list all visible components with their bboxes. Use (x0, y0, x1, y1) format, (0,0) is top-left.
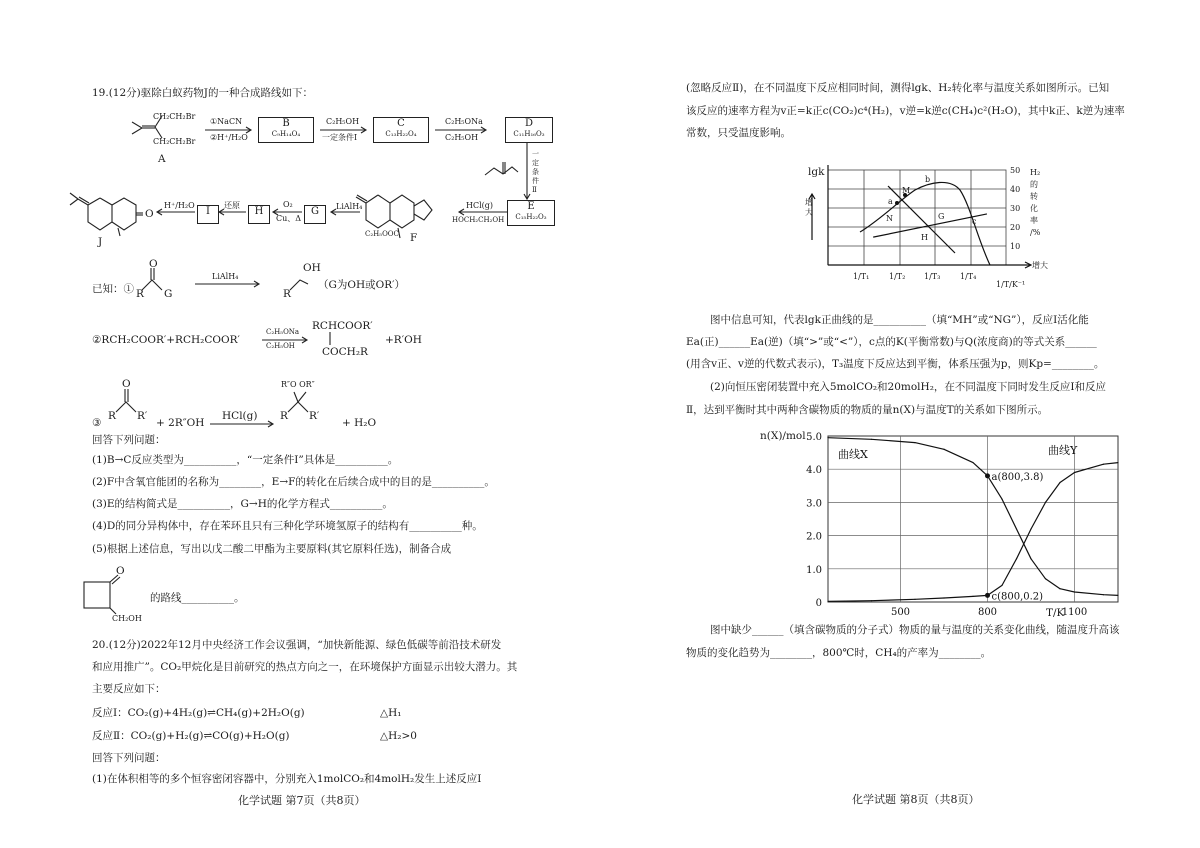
arrow5-bot: HOCH₂CH₂OH (452, 216, 505, 224)
series-point (914, 599, 915, 600)
g1-rt-40: 40 (1010, 185, 1021, 194)
compound-B-box: B C₉H₁₄O₄ (258, 117, 314, 143)
x-tick-label: 500 (890, 607, 911, 618)
series-point (1103, 464, 1104, 465)
g1-yarrow: 增大 (805, 198, 813, 217)
p2: 该反应的速率方程为v正=k正c(CO₂)c⁴(H₂)，v逆=k逆c(CH₄)c²(H₂O)，其中k正、k逆为速率 (686, 105, 1125, 117)
series-point (1074, 591, 1075, 592)
g1-rt-10: 10 (1010, 242, 1021, 251)
arrow3-bot: C₂H₅OH (445, 133, 479, 142)
A-br2: CH₂CH₂Br (153, 137, 196, 146)
arrow7-bot: Cu、Δ (276, 214, 302, 223)
k1-R: R (136, 288, 144, 300)
p9: 图中缺少______（填含碳物质的分子式）物质的量与温度的关系变化曲线，随温度升高该 (710, 624, 1120, 636)
g1-xarrow: 增大 (1032, 261, 1048, 270)
g1-pt-b: b (925, 175, 931, 184)
g1-rtitle-4: 率 (1030, 216, 1038, 225)
q20-line2: 和应用推广”。CO₂甲烷化是目前研究的热点方向之一，在环境保护方面显示出较大潜力。其 (92, 661, 518, 673)
annotation-label: a(800,3.8) (991, 471, 1044, 483)
p8: Ⅱ，达到平衡时其中两种含碳物质的物质的量n(X)与温度T的关系如下图所示。 (686, 404, 1049, 416)
legend-x: 曲线X (838, 448, 868, 461)
q5-tail: 的路线__________。 (150, 592, 245, 604)
q20-line1: 20.(12分)2022年12月中央经济工作会议强调，“加快新能源、绿色低碳等前沿技术研发 (92, 639, 502, 651)
k1-R2: R (283, 288, 291, 300)
g1-rtitle-3: 化 (1030, 204, 1038, 213)
k3-water: + H₂O (342, 417, 377, 429)
q19-title: 19.(12分)驱除白蚁药物J的一种合成路线如下： (92, 87, 313, 99)
g1-pt-G: G (938, 212, 945, 221)
k1-O: O (149, 258, 158, 270)
g1-rt-30: 30 (1010, 204, 1021, 213)
k2-prod2: COCH₂R (322, 346, 368, 358)
k2-plus: +R′OH (385, 334, 422, 346)
k2-bot: C₂H₅OH (266, 342, 295, 350)
k3-plus: + 2R″OH (156, 417, 205, 429)
compound-C-box: C C₁₃H₂₂O₄ (373, 117, 429, 143)
y-tick-label: 2.0 (806, 531, 822, 543)
q-intro: 回答下列问题： (92, 434, 166, 446)
chart-ylabel: n(X)/mol (760, 430, 806, 442)
arrow5-top: HCl(g) (466, 201, 494, 210)
legend-y: 曲线Y (1048, 444, 1078, 457)
p10: 物质的变化趋势为________，800℃时，CH₄的产率为________。 (686, 647, 992, 659)
y-tick-label: 1.0 (806, 564, 822, 576)
series-point (1001, 498, 1002, 499)
rxn1: 反应Ⅰ：CO₂(g)+4H₂(g)⇌CH₄(g)+2H₂O(g) (92, 707, 305, 719)
A-label: A (158, 153, 166, 165)
y-tick-label: 4.0 (806, 465, 822, 477)
series-point (943, 597, 944, 598)
series-point (1117, 595, 1118, 596)
q20-1: (1)在体积相等的多个恒容密闭容器中，分别充入1molCO₂和4molH₂发生上述反应Ⅰ (92, 773, 482, 785)
k3-R1: R′ (137, 410, 148, 422)
g1-pt-a: a (888, 197, 893, 206)
g1-ylabel: lgk (808, 166, 825, 178)
compound-G-box: G (304, 205, 326, 224)
arrow2-top: C₂H₅OH (326, 117, 360, 126)
q20-line3: 主要反应如下： (92, 683, 166, 695)
g1-rt-20: 20 (1010, 223, 1021, 232)
series-point (871, 600, 872, 601)
series-point (1059, 482, 1060, 483)
compound-D-box: D C₁₁H₁₆O₃ (505, 117, 553, 143)
k3-reagent: HCl(g) (222, 410, 258, 422)
y-tick-label: 3.0 (806, 498, 822, 510)
k3-R: R (108, 410, 116, 422)
F-label: F (410, 232, 418, 244)
series-point (1045, 502, 1046, 503)
series-point (1016, 558, 1017, 559)
g1-xt-3: 1/T₃ (924, 272, 941, 281)
g1-pt-M: M (902, 186, 911, 195)
rxn2-dH: △H₂>0 (380, 730, 417, 742)
series-point (972, 462, 973, 463)
series-point (914, 442, 915, 443)
q19-4: (4)D的同分异构体中，存在苯环且只有三种化学环境氢原子的结构有__________种。 (92, 520, 483, 532)
compound-E-box: E C₁₅H₂₂O₃ (507, 200, 555, 226)
g1-xt-1: 1/T₁ (853, 272, 870, 281)
g1-rtitle-5: /% (1030, 228, 1041, 237)
y-tick-label: 5.0 (806, 432, 822, 443)
g1-pt-H: H (921, 233, 928, 242)
k2-left: ②RCH₂COOR′+RCH₂COOR′ (92, 334, 240, 346)
series-point (1001, 585, 1002, 586)
series-point (1030, 558, 1031, 559)
series-point (871, 439, 872, 440)
J-ketone-O: O (145, 208, 154, 220)
arrow8-top: 还原 (224, 201, 240, 210)
arrow2-bot: 一定条件Ⅰ (322, 133, 358, 142)
arrow1-bot: ②H⁺/H₂O (210, 133, 248, 142)
arrow1-top: ①NaCN (210, 117, 243, 126)
k2-top: C₂H₅ONa (266, 328, 300, 336)
rxn2: 反应Ⅱ：CO₂(g)+H₂(g)⇌CO(g)+H₂O(g) (92, 730, 290, 742)
x-tick-label: 1100 (1061, 607, 1088, 618)
k3-prod-R: R (280, 410, 288, 422)
k1-G: G (164, 288, 173, 300)
q5-target-O: O (116, 565, 125, 577)
known-label: 已知：① (92, 283, 134, 295)
p3: 常数，只受温度影响。 (686, 127, 791, 139)
q20-intro: 回答下列问题： (92, 752, 166, 764)
k1-reagent: LiAlH₄ (212, 272, 239, 281)
k1-note: （G为OH或OR′） (318, 279, 406, 291)
F-sub: C₂H₅OOC (365, 230, 399, 238)
series-point (943, 449, 944, 450)
A-br1: CH₂CH₂Br (153, 112, 196, 121)
series-point (1059, 588, 1060, 589)
g1-rtitle-1: 的 (1030, 180, 1038, 189)
x-tick-label: 800 (977, 607, 998, 618)
g1-rt-50: 50 (1010, 166, 1021, 175)
series-point (827, 601, 828, 602)
p1: (忽略反应Ⅱ)，在不同温度下反应相同时间，测得lgk、H₂转化率与温度关系如图所示。已知 (686, 82, 1110, 94)
series-point (1016, 528, 1017, 529)
q19-1: (1)B→C反应类型为__________，“一定条件Ⅰ”具体是__________。 (92, 454, 399, 466)
series-point (1074, 472, 1075, 473)
k3-prod-top: R″O OR″ (281, 380, 315, 389)
q19-5: (5)根据上述信息，写出以戊二酸二甲酯为主要原料(其它原料任选)，制备合成 (92, 543, 452, 555)
series-point (1103, 594, 1104, 595)
k3-prod-R1: R′ (309, 410, 320, 422)
chart-xlabel: T/K (1046, 607, 1065, 619)
annotation-label: c(800,0.2) (991, 591, 1044, 603)
series-point (1030, 528, 1031, 529)
arrow9-top: H⁺/H₂O (164, 201, 195, 210)
arrow6-top: LiAlH₄ (336, 202, 363, 211)
rxn1-dH: △H₁ (380, 707, 402, 719)
q19-2: (2)F中含氧官能团的名称为________，E→F的转化在后续合成中的目的是__________。 (92, 476, 495, 488)
annotation-point (985, 593, 990, 598)
g1-rtitle-2: 转 (1030, 192, 1038, 201)
p4: 图中信息可知，代表lgk正曲线的是__________（填“MH”或“NG”），反应Ⅰ活化能 (710, 314, 1089, 326)
q19-3: (3)E的结构简式是__________，G→H的化学方程式__________。 (92, 498, 393, 510)
g1-xt-4: 1/T₄ (960, 272, 977, 281)
q5-target-CH2OH: CH₂OH (112, 614, 142, 623)
compound-H-box: H (248, 205, 270, 224)
g1-pt-N: N (886, 214, 893, 223)
condition-2: 一定条件Ⅱ (532, 150, 539, 194)
g1-pt-c: c (972, 217, 977, 226)
k2-prod1: RCHCOOR′ (312, 320, 373, 332)
J-label: J (98, 236, 103, 248)
y-tick-label: 0 (815, 598, 822, 609)
footer-right: 化学试题 第8页（共8页） (852, 793, 980, 806)
compound-I-box: I (197, 205, 219, 224)
g1-xlabel: 1/T/K⁻¹ (996, 280, 1026, 289)
g1-xt-2: 1/T₂ (889, 272, 906, 281)
arrow7-top: O₂ (283, 200, 293, 209)
footer-left: 化学试题 第7页（共8页） (238, 794, 366, 807)
k3-num: ③ (92, 417, 102, 429)
series-point (1045, 578, 1046, 579)
k3-O: O (122, 378, 131, 390)
k1-OH: OH (303, 262, 321, 274)
arrow3-top: C₂H₅ONa (445, 117, 483, 126)
p6: (用含v正、v逆的代数式表示)，T₃温度下反应达到平衡，体系压强为p，则Kp=________。 (686, 358, 1105, 370)
series-point (827, 437, 828, 438)
g1-rtitle-0: H₂ (1030, 168, 1041, 177)
annotation-point (985, 473, 990, 478)
p5: Ea(正)______Ea(逆)（填“>”或“<”），c点的K(平衡常数)与Q(浓度商)的等式关系______ (686, 336, 1097, 348)
series-point (1117, 462, 1118, 463)
series-point (972, 596, 973, 597)
p7: (2)向恒压密闭装置中充入5molCO₂和20molH₂，在不同温度下同时发生反应Ⅰ和反应 (710, 381, 1107, 393)
